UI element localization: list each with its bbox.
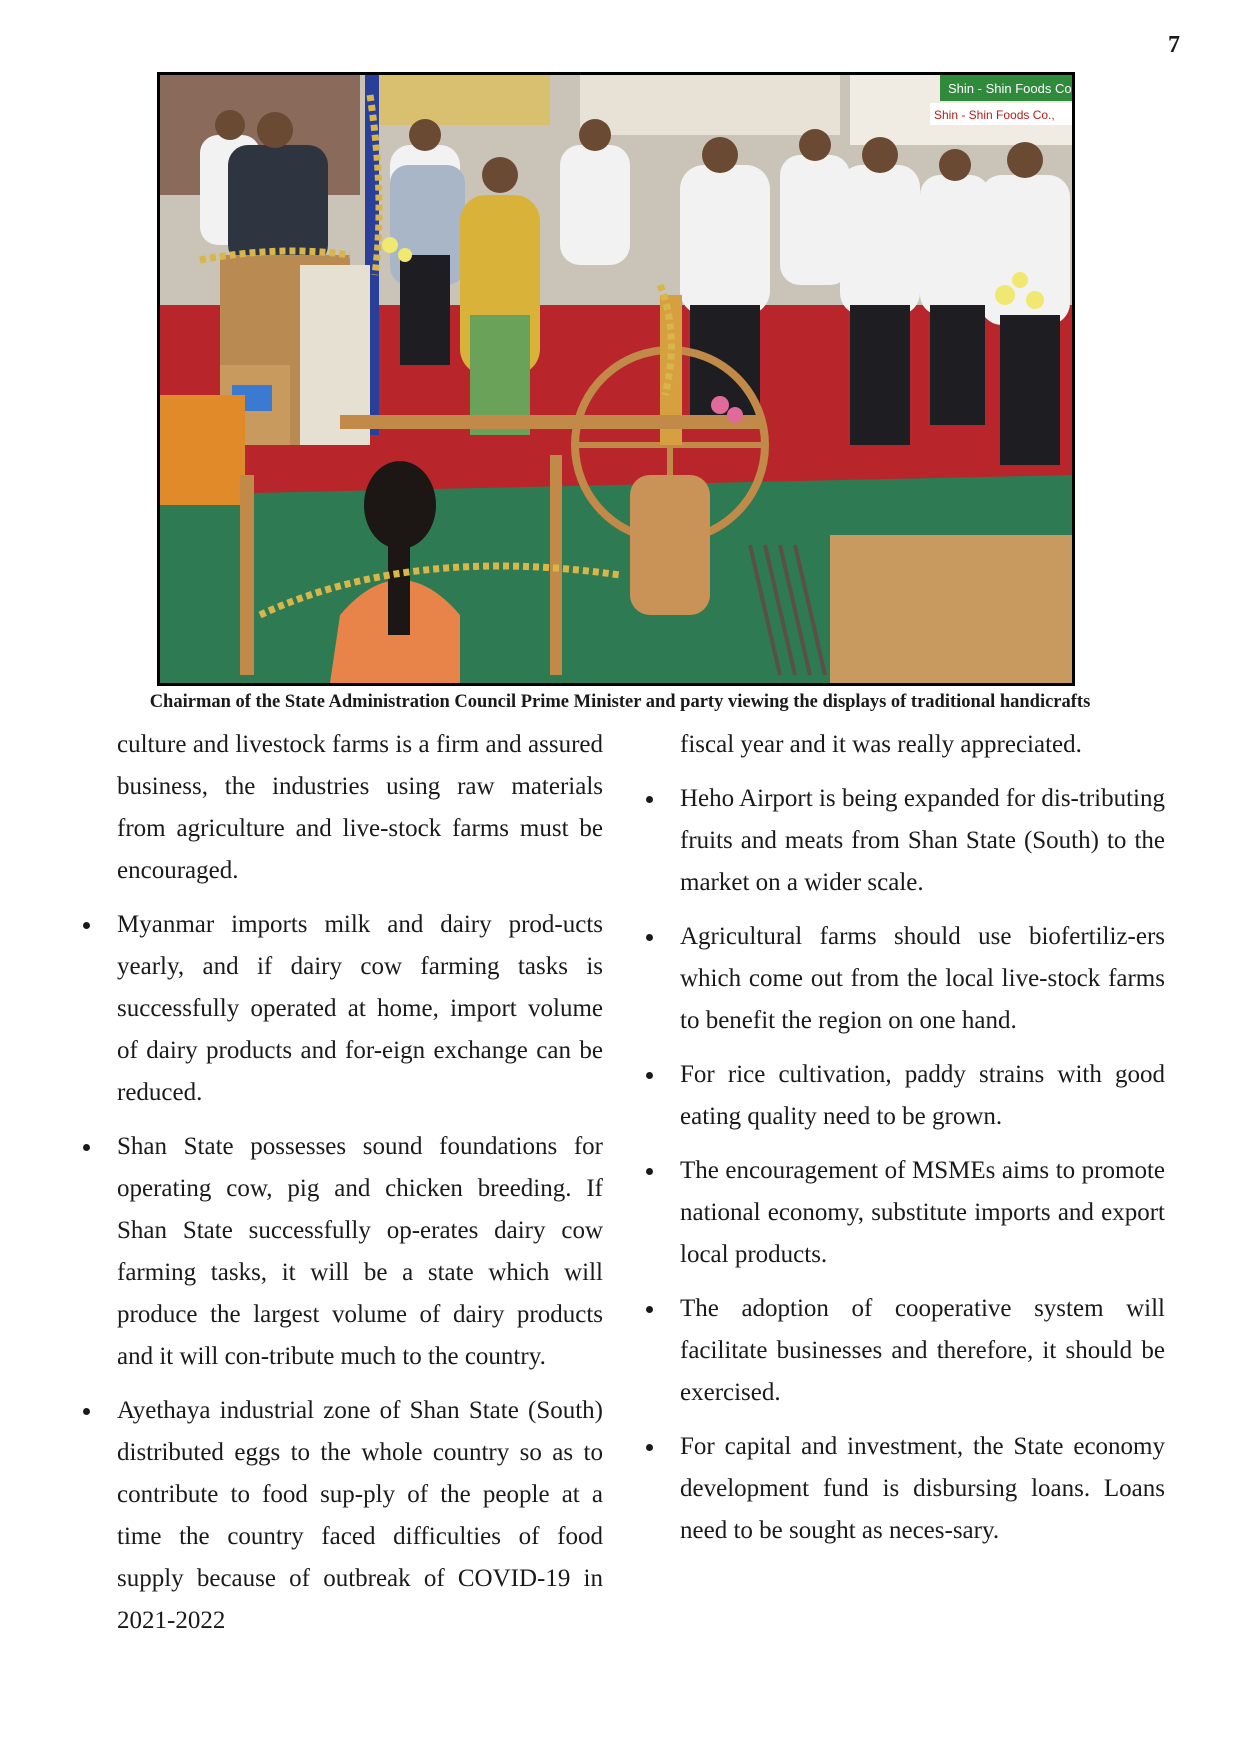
bullet-item-dairy-imports: Myanmar imports milk and dairy prod-ucts yearly, and if dairy cow farming tasks is successfully operated at home, import volume of dairy products and for-eign exchange can be reduced. [117, 904, 603, 1114]
photo-illustration [160, 75, 1072, 683]
paragraph-continuation: culture and livestock farms is a firm and assured business, the industries using raw materials from agriculture and live-stock farms must be encouraged. [117, 731, 603, 884]
bullet-item-rice-cultivation: For rice cultivation, paddy strains with good eating quality need to be grown. [680, 1054, 1165, 1138]
sign-text-1: Shin - Shin Foods Co [948, 81, 1072, 96]
right-column [680, 724, 1165, 1564]
left-column [117, 724, 603, 1654]
bullet-item-cooperative-system: The adoption of cooperative system will facilitate businesses and therefore, it should be exercised. [680, 1288, 1165, 1414]
bullet-item-msmes: The encouragement of MSMEs aims to promote national economy, substitute imports and export local products. [680, 1150, 1165, 1276]
page-number: 7 [1168, 32, 1180, 58]
paragraph-continuation-right: fiscal year and it was really appreciated. [680, 731, 1082, 758]
bullet-item-shan-state-breeding: Shan State possesses sound foundations for operating cow, pig and chicken breeding. If Shan State successfully op-erates dairy cow farming tasks, it will be a state which will produce the largest volume of dairy products and it will con-tribute much to the country. [117, 1126, 603, 1378]
photo-caption: Chairman of the State Administration Council Prime Minister and party viewing the displays of traditional handicrafts [149, 692, 1091, 712]
bullet-item-heho-airport: Heho Airport is being expanded for dis-tributing fruits and meats from Shan State (South) to the market on a wider scale. [680, 778, 1165, 904]
exhibition-photo [157, 72, 1075, 686]
sign-text-2: Shin - Shin Foods Co., [934, 108, 1055, 122]
bullet-item-capital-investment: For capital and investment, the State economy development fund is disbursing loans. Loans need to be sought as neces-sary. [680, 1426, 1165, 1552]
bullet-item-ayethaya-eggs: Ayethaya industrial zone of Shan State (South) distributed eggs to the whole country so as to contribute to food sup-ply of the people at a time the country faced difficulties of food supply because of outbreak of COVID-19 in 2021-2022 [117, 1390, 603, 1642]
bullet-item-biofertilizers: Agricultural farms should use biofertiliz-ers which come out from the local live-stock farms to benefit the region on one hand. [680, 916, 1165, 1042]
